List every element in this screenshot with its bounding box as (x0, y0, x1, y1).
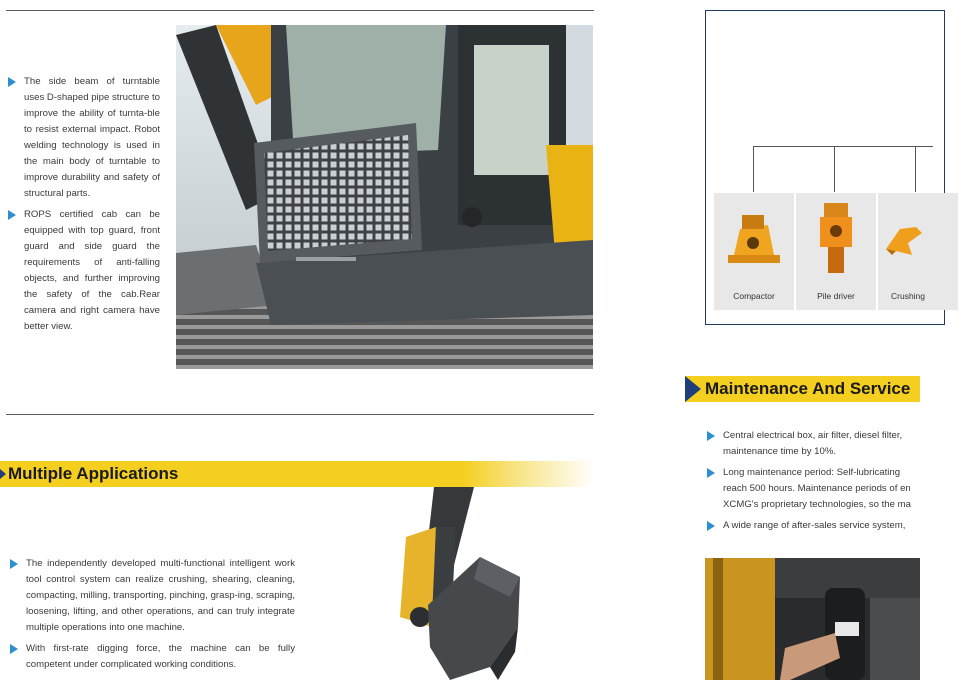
maintenance-bullet-3: A wide range of after-sales service system, (707, 518, 920, 534)
triangle-bullet-icon (707, 521, 715, 531)
maintenance-bullet-2: Long maintenance period: Self-lubricating reach 500 hours. Maintenance periods of en XCMG's proprietary technologies, so the ma (707, 465, 920, 513)
triangle-bullet-icon (10, 559, 18, 569)
maintenance-bullet-1: Central electrical box, air filter, diesel filter, maintenance time by 10%. (707, 428, 920, 460)
structure-bullet-2: ROPS certified cab can be equipped with top guard, front guard and side guard the requirements of anti-falling objects, and further improving the safety of the cab.Rear camera and right camera have better view. (8, 207, 160, 335)
attachment-card-compactor (714, 193, 794, 310)
attachment-label: Pile driver (817, 291, 855, 301)
applications-bullet-1: The independently developed multi-functional intelligent work tool control system can realize crushing, shearing, cleaning, compacting, milling, transporting, pinching, grasp-ing, scraping, loosening, lifting, and other operations, and can truly integrate multiple operations into one machine. (10, 556, 295, 636)
banner-arrow-icon (685, 376, 701, 402)
connector-line (753, 146, 754, 192)
structure-bullets (8, 74, 160, 340)
crusher-icon (882, 221, 922, 261)
attachment-label: Compactor (733, 291, 775, 301)
triangle-bullet-icon (8, 77, 16, 87)
triangle-bullet-icon (10, 644, 18, 654)
triangle-bullet-icon (707, 431, 715, 441)
compactor-icon (720, 211, 788, 271)
connector-line (915, 146, 916, 192)
maintenance-bullets (707, 428, 920, 539)
maintenance-title: Maintenance And Service (705, 379, 911, 398)
attachment-card-pile-driver (796, 193, 876, 310)
banner-arrow-icon (0, 469, 6, 479)
top-rule-left (6, 10, 594, 11)
connector-line (753, 146, 933, 147)
engine-photo (705, 558, 920, 680)
attachment-card-crushing (878, 193, 958, 310)
bucket-arm-photo (370, 487, 530, 680)
applications-bullet-2: With first-rate digging force, the machine can be fully competent under complicated working conditions. (10, 641, 295, 673)
applications-bullets (10, 556, 295, 678)
cab-guard-photo (176, 25, 593, 369)
applications-title: Multiple Applications (8, 464, 179, 483)
middle-rule-left (6, 414, 594, 415)
attachment-label: Crushing (891, 291, 926, 301)
connector-line (834, 146, 835, 192)
pile-driver-icon (814, 201, 858, 277)
structure-bullet-1: The side beam of turntable uses D-shaped pipe structure to improve the ability of turnta-ble to resist external impact. Robot welding technology is used in the main body of turntable to improve durability and safety of structural parts. (8, 74, 160, 202)
triangle-bullet-icon (707, 468, 715, 478)
triangle-bullet-icon (8, 210, 16, 220)
